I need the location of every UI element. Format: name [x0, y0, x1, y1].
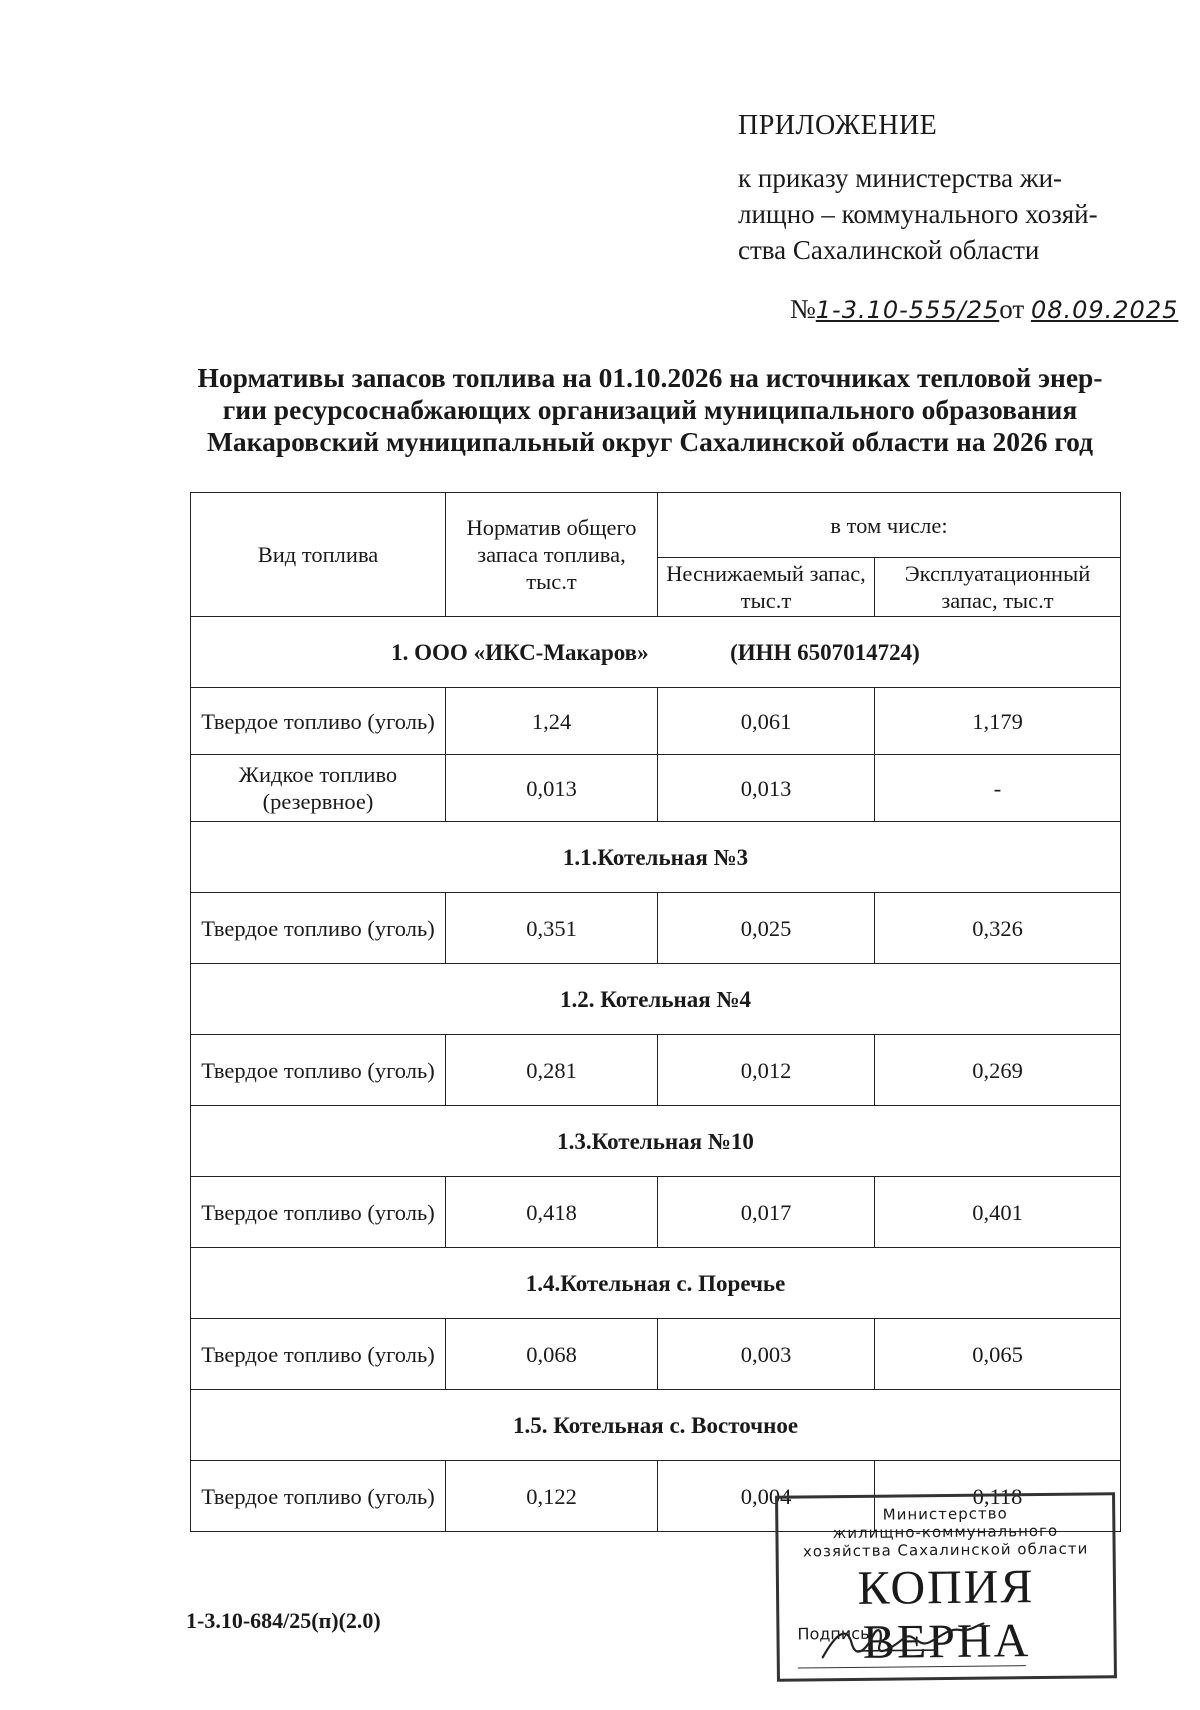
org-cell: [191, 617, 1121, 688]
appendix-line-1: к приказу министерства жи-: [738, 163, 1063, 193]
header-operational: Эксплуатационный запас, тыс.т: [875, 558, 1121, 617]
section-row: [191, 964, 1121, 1035]
table-row: [191, 893, 1121, 964]
document-title: [180, 362, 1120, 458]
fuel-type-cell: Твердое топливо (уголь): [191, 1177, 446, 1248]
total-norm-cell: 0,418: [446, 1177, 658, 1248]
section-title: 1.5. Котельная с. Восточное: [191, 1390, 1121, 1461]
order-date-label: от: [999, 294, 1025, 324]
section-title: 1.1.Котельная №3: [191, 822, 1121, 893]
title-line-2: гии ресурсоснабжающих организаций муниципального образования: [222, 394, 1078, 425]
handwritten-signature-icon: [817, 1620, 987, 1666]
table-row: [191, 1177, 1121, 1248]
section-title: 1.4.Котельная с. Поречье: [191, 1248, 1121, 1319]
total-norm-cell: 0,068: [446, 1319, 658, 1390]
table-row: [191, 688, 1121, 755]
fuel-type-cell: Твердое топливо (уголь): [191, 893, 446, 964]
non-reducible-cell: 0,003: [658, 1319, 875, 1390]
non-reducible-cell: 0,061: [658, 688, 875, 755]
header-fuel-type: Вид топлива: [191, 493, 446, 617]
operational-cell: 1,179: [875, 688, 1121, 755]
total-norm-cell: 0,351: [446, 893, 658, 964]
non-reducible-cell: 0,017: [658, 1177, 875, 1248]
header-including: в том числе:: [658, 493, 1121, 558]
fuel-norms-table: [190, 492, 1121, 1532]
total-norm-cell: 0,013: [446, 755, 658, 822]
section-title: 1.3.Котельная №10: [191, 1106, 1121, 1177]
appendix-block: [738, 108, 1138, 268]
org-row: [191, 617, 1121, 688]
total-norm-cell: 1,24: [446, 688, 658, 755]
non-reducible-cell: 0,012: [658, 1035, 875, 1106]
total-norm-cell: 0,122: [446, 1461, 658, 1532]
order-reference: [790, 294, 1178, 325]
fuel-type-cell: Жидкое топливо (резервное): [191, 755, 446, 822]
stamp-main-text: КОПИЯ ВЕРНА: [857, 1560, 1035, 1669]
section-row: [191, 1106, 1121, 1177]
operational-cell: 0,269: [875, 1035, 1121, 1106]
stamp-signature-row: [797, 1621, 1101, 1668]
signature-line: [798, 1641, 1026, 1668]
certified-copy-stamp: [775, 1492, 1117, 1682]
stamp-line-3: хозяйства Сахалинской области: [802, 1539, 1089, 1561]
operational-cell: 0,118: [875, 1461, 1121, 1532]
table-row: [191, 755, 1121, 822]
table-row: [191, 1035, 1121, 1106]
table-row: [191, 1319, 1121, 1390]
title-line-3: Макаровский муниципальный округ Сахалинской области на 2026 год: [206, 426, 1094, 457]
header-total-norm: Норматив общего запаса топлива, тыс.т: [446, 493, 658, 617]
section-row: [191, 1248, 1121, 1319]
non-reducible-cell: 0,025: [658, 893, 875, 964]
section-row: [191, 1390, 1121, 1461]
operational-cell: 0,326: [875, 893, 1121, 964]
org-name: 1. ООО «ИКС-Макаров»: [391, 639, 649, 665]
order-date: 08.09.2025: [1030, 296, 1179, 324]
section-row: [191, 822, 1121, 893]
stamp-line-2: жилищно-коммунального: [832, 1521, 1059, 1543]
operational-cell: 0,065: [875, 1319, 1121, 1390]
appendix-heading: ПРИЛОЖЕНИЕ: [738, 110, 938, 141]
appendix-line-3: ства Сахалинской области: [738, 235, 1040, 265]
header-row-1: [191, 493, 1121, 558]
fuel-type-cell: Твердое топливо (уголь): [191, 1319, 446, 1390]
order-no-label: №: [790, 294, 816, 324]
total-norm-cell: 0,281: [446, 1035, 658, 1106]
operational-cell: -: [875, 755, 1121, 822]
header-non-reducible: Неснижаемый запас, тыс.т: [658, 558, 875, 617]
signature-label: Подпись: [797, 1623, 870, 1644]
stamp-line-1: Министерство: [882, 1504, 1008, 1524]
org-inn: (ИНН 6507014724): [730, 639, 920, 665]
fuel-type-cell: Твердое топливо (уголь): [191, 1035, 446, 1106]
fuel-type-cell: Твердое топливо (уголь): [191, 688, 446, 755]
fuel-type-cell: Твердое топливо (уголь): [191, 1461, 446, 1532]
non-reducible-cell: 0,013: [658, 755, 875, 822]
title-line-1: Нормативы запасов топлива на 01.10.2026 на источниках тепловой энер-: [197, 362, 1103, 393]
order-number: 1-3.10-555/25: [815, 296, 1000, 324]
section-title: 1.2. Котельная №4: [191, 964, 1121, 1035]
appendix-line-2: лищно – коммунального хозяй-: [738, 199, 1098, 229]
operational-cell: 0,401: [875, 1177, 1121, 1248]
document-code: 1-3.10-684/25(п)(2.0): [186, 1608, 381, 1633]
non-reducible-cell: 0,004: [658, 1461, 875, 1532]
